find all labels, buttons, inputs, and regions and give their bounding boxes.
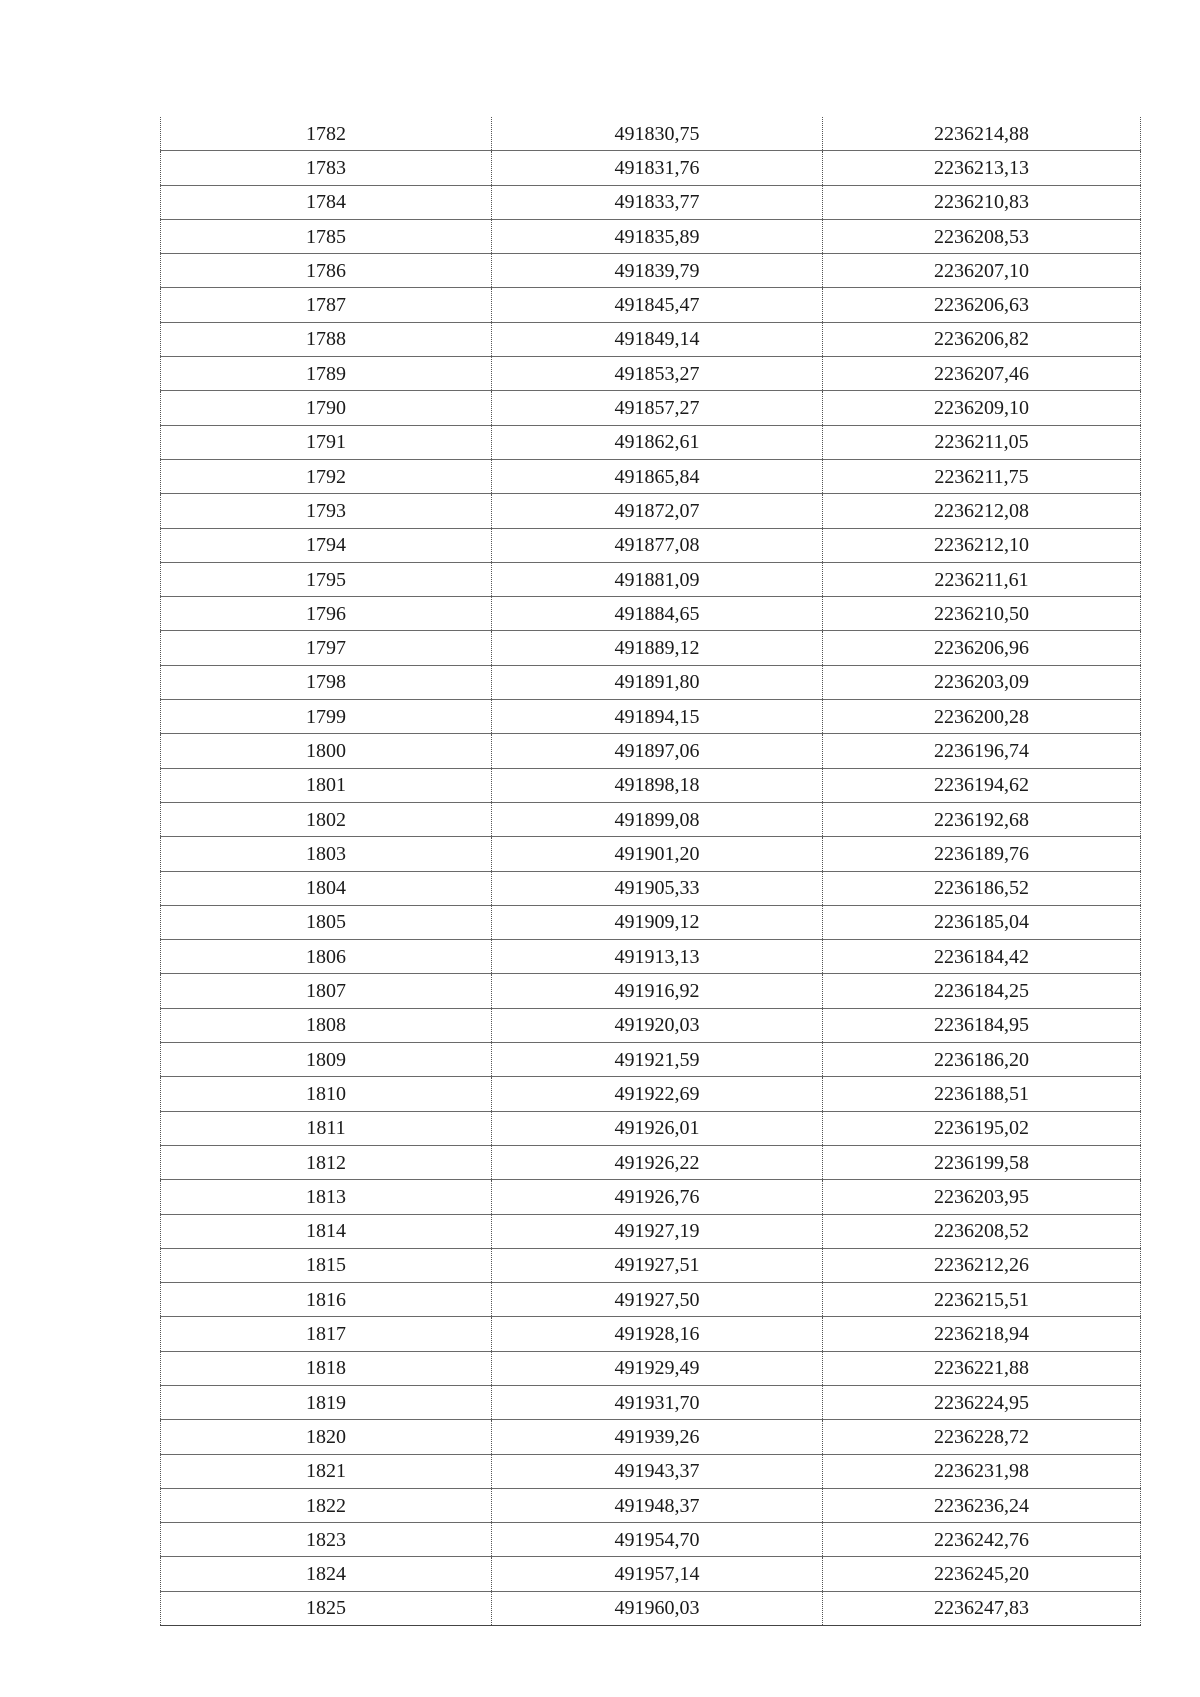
y-coordinate-cell: 2236247,83 [823, 1591, 1141, 1625]
table-row [161, 425, 1141, 459]
y-coordinate-cell: 2236184,25 [823, 974, 1141, 1008]
table-row [161, 1214, 1141, 1248]
point-number-cell: 1824 [161, 1557, 492, 1591]
x-coordinate-cell: 491891,80 [492, 665, 823, 699]
point-number-cell: 1791 [161, 425, 492, 459]
point-number-cell: 1789 [161, 357, 492, 391]
x-coordinate-cell: 491872,07 [492, 494, 823, 528]
point-number-cell: 1820 [161, 1420, 492, 1454]
point-number-cell: 1818 [161, 1351, 492, 1385]
coordinates-table-body [161, 117, 1141, 1626]
y-coordinate-cell: 2236200,28 [823, 700, 1141, 734]
x-coordinate-cell: 491899,08 [492, 802, 823, 836]
point-number-cell: 1817 [161, 1317, 492, 1351]
point-number-cell: 1806 [161, 940, 492, 974]
x-coordinate-cell: 491926,01 [492, 1111, 823, 1145]
y-coordinate-cell: 2236242,76 [823, 1523, 1141, 1557]
y-coordinate-cell: 2236208,52 [823, 1214, 1141, 1248]
point-number-cell: 1792 [161, 459, 492, 493]
x-coordinate-cell: 491894,15 [492, 700, 823, 734]
point-number-cell: 1819 [161, 1385, 492, 1419]
table-row [161, 1591, 1141, 1625]
point-number-cell: 1795 [161, 562, 492, 596]
table-row [161, 1420, 1141, 1454]
y-coordinate-cell: 2236212,26 [823, 1248, 1141, 1282]
y-coordinate-cell: 2236195,02 [823, 1111, 1141, 1145]
x-coordinate-cell: 491927,51 [492, 1248, 823, 1282]
y-coordinate-cell: 2236203,95 [823, 1180, 1141, 1214]
table-row [161, 391, 1141, 425]
table-row [161, 1008, 1141, 1042]
table-row [161, 562, 1141, 596]
x-coordinate-cell: 491901,20 [492, 837, 823, 871]
table-row [161, 1111, 1141, 1145]
point-number-cell: 1813 [161, 1180, 492, 1214]
point-number-cell: 1782 [161, 117, 492, 151]
x-coordinate-cell: 491877,08 [492, 528, 823, 562]
table-row [161, 1317, 1141, 1351]
table-row [161, 151, 1141, 185]
point-number-cell: 1809 [161, 1043, 492, 1077]
table-row [161, 1043, 1141, 1077]
x-coordinate-cell: 491960,03 [492, 1591, 823, 1625]
y-coordinate-cell: 2236206,82 [823, 322, 1141, 356]
y-coordinate-cell: 2236214,88 [823, 117, 1141, 151]
point-number-cell: 1785 [161, 219, 492, 253]
y-coordinate-cell: 2236185,04 [823, 905, 1141, 939]
y-coordinate-cell: 2236203,09 [823, 665, 1141, 699]
y-coordinate-cell: 2236207,10 [823, 254, 1141, 288]
table-row [161, 974, 1141, 1008]
y-coordinate-cell: 2236208,53 [823, 219, 1141, 253]
table-row [161, 940, 1141, 974]
x-coordinate-cell: 491927,50 [492, 1283, 823, 1317]
point-number-cell: 1799 [161, 700, 492, 734]
table-row [161, 1283, 1141, 1317]
coordinates-table [160, 117, 1141, 1626]
table-row [161, 1077, 1141, 1111]
x-coordinate-cell: 491849,14 [492, 322, 823, 356]
y-coordinate-cell: 2236184,42 [823, 940, 1141, 974]
y-coordinate-cell: 2236210,50 [823, 597, 1141, 631]
x-coordinate-cell: 491839,79 [492, 254, 823, 288]
table-row [161, 734, 1141, 768]
table-row [161, 1385, 1141, 1419]
x-coordinate-cell: 491939,26 [492, 1420, 823, 1454]
y-coordinate-cell: 2236245,20 [823, 1557, 1141, 1591]
table-row [161, 768, 1141, 802]
y-coordinate-cell: 2236231,98 [823, 1454, 1141, 1488]
y-coordinate-cell: 2236188,51 [823, 1077, 1141, 1111]
x-coordinate-cell: 491857,27 [492, 391, 823, 425]
point-number-cell: 1788 [161, 322, 492, 356]
y-coordinate-cell: 2236236,24 [823, 1488, 1141, 1522]
table-row [161, 837, 1141, 871]
y-coordinate-cell: 2236211,75 [823, 459, 1141, 493]
x-coordinate-cell: 491926,76 [492, 1180, 823, 1214]
point-number-cell: 1800 [161, 734, 492, 768]
x-coordinate-cell: 491853,27 [492, 357, 823, 391]
x-coordinate-cell: 491865,84 [492, 459, 823, 493]
x-coordinate-cell: 491831,76 [492, 151, 823, 185]
table-row [161, 219, 1141, 253]
x-coordinate-cell: 491909,12 [492, 905, 823, 939]
point-number-cell: 1821 [161, 1454, 492, 1488]
point-number-cell: 1822 [161, 1488, 492, 1522]
x-coordinate-cell: 491921,59 [492, 1043, 823, 1077]
table-row [161, 1557, 1141, 1591]
y-coordinate-cell: 2236186,52 [823, 871, 1141, 905]
table-row [161, 905, 1141, 939]
point-number-cell: 1804 [161, 871, 492, 905]
table-row [161, 288, 1141, 322]
x-coordinate-cell: 491957,14 [492, 1557, 823, 1591]
table-row [161, 459, 1141, 493]
x-coordinate-cell: 491927,19 [492, 1214, 823, 1248]
table-row [161, 322, 1141, 356]
table-row [161, 1523, 1141, 1557]
point-number-cell: 1825 [161, 1591, 492, 1625]
table-row [161, 528, 1141, 562]
table-row [161, 494, 1141, 528]
x-coordinate-cell: 491830,75 [492, 117, 823, 151]
y-coordinate-cell: 2236209,10 [823, 391, 1141, 425]
table-row [161, 597, 1141, 631]
x-coordinate-cell: 491954,70 [492, 1523, 823, 1557]
point-number-cell: 1797 [161, 631, 492, 665]
y-coordinate-cell: 2236218,94 [823, 1317, 1141, 1351]
y-coordinate-cell: 2236212,08 [823, 494, 1141, 528]
x-coordinate-cell: 491898,18 [492, 768, 823, 802]
table-row [161, 254, 1141, 288]
point-number-cell: 1810 [161, 1077, 492, 1111]
y-coordinate-cell: 2236228,72 [823, 1420, 1141, 1454]
x-coordinate-cell: 491916,92 [492, 974, 823, 1008]
table-row [161, 1454, 1141, 1488]
x-coordinate-cell: 491884,65 [492, 597, 823, 631]
point-number-cell: 1793 [161, 494, 492, 528]
y-coordinate-cell: 2236221,88 [823, 1351, 1141, 1385]
point-number-cell: 1808 [161, 1008, 492, 1042]
x-coordinate-cell: 491845,47 [492, 288, 823, 322]
x-coordinate-cell: 491926,22 [492, 1145, 823, 1179]
table-row [161, 357, 1141, 391]
point-number-cell: 1805 [161, 905, 492, 939]
y-coordinate-cell: 2236206,63 [823, 288, 1141, 322]
point-number-cell: 1815 [161, 1248, 492, 1282]
y-coordinate-cell: 2236212,10 [823, 528, 1141, 562]
y-coordinate-cell: 2236196,74 [823, 734, 1141, 768]
point-number-cell: 1801 [161, 768, 492, 802]
y-coordinate-cell: 2236213,13 [823, 151, 1141, 185]
x-coordinate-cell: 491881,09 [492, 562, 823, 596]
table-row [161, 185, 1141, 219]
table-row [161, 665, 1141, 699]
point-number-cell: 1814 [161, 1214, 492, 1248]
table-row [161, 1180, 1141, 1214]
point-number-cell: 1783 [161, 151, 492, 185]
y-coordinate-cell: 2236206,96 [823, 631, 1141, 665]
y-coordinate-cell: 2236184,95 [823, 1008, 1141, 1042]
y-coordinate-cell: 2236186,20 [823, 1043, 1141, 1077]
table-row [161, 802, 1141, 836]
x-coordinate-cell: 491920,03 [492, 1008, 823, 1042]
y-coordinate-cell: 2236224,95 [823, 1385, 1141, 1419]
x-coordinate-cell: 491897,06 [492, 734, 823, 768]
point-number-cell: 1796 [161, 597, 492, 631]
y-coordinate-cell: 2236194,62 [823, 768, 1141, 802]
y-coordinate-cell: 2236211,61 [823, 562, 1141, 596]
x-coordinate-cell: 491913,13 [492, 940, 823, 974]
y-coordinate-cell: 2236215,51 [823, 1283, 1141, 1317]
point-number-cell: 1784 [161, 185, 492, 219]
x-coordinate-cell: 491929,49 [492, 1351, 823, 1385]
x-coordinate-cell: 491833,77 [492, 185, 823, 219]
x-coordinate-cell: 491948,37 [492, 1488, 823, 1522]
point-number-cell: 1811 [161, 1111, 492, 1145]
point-number-cell: 1790 [161, 391, 492, 425]
table-row [161, 1145, 1141, 1179]
x-coordinate-cell: 491835,89 [492, 219, 823, 253]
table-row [161, 117, 1141, 151]
table-row [161, 1488, 1141, 1522]
y-coordinate-cell: 2236189,76 [823, 837, 1141, 871]
table-row [161, 700, 1141, 734]
point-number-cell: 1794 [161, 528, 492, 562]
point-number-cell: 1816 [161, 1283, 492, 1317]
point-number-cell: 1787 [161, 288, 492, 322]
table-row [161, 871, 1141, 905]
x-coordinate-cell: 491862,61 [492, 425, 823, 459]
x-coordinate-cell: 491943,37 [492, 1454, 823, 1488]
x-coordinate-cell: 491928,16 [492, 1317, 823, 1351]
y-coordinate-cell: 2236210,83 [823, 185, 1141, 219]
y-coordinate-cell: 2236192,68 [823, 802, 1141, 836]
point-number-cell: 1786 [161, 254, 492, 288]
point-number-cell: 1798 [161, 665, 492, 699]
y-coordinate-cell: 2236199,58 [823, 1145, 1141, 1179]
point-number-cell: 1807 [161, 974, 492, 1008]
point-number-cell: 1812 [161, 1145, 492, 1179]
x-coordinate-cell: 491931,70 [492, 1385, 823, 1419]
table-row [161, 1248, 1141, 1282]
x-coordinate-cell: 491889,12 [492, 631, 823, 665]
y-coordinate-cell: 2236211,05 [823, 425, 1141, 459]
table-row [161, 1351, 1141, 1385]
point-number-cell: 1823 [161, 1523, 492, 1557]
table-row [161, 631, 1141, 665]
x-coordinate-cell: 491905,33 [492, 871, 823, 905]
x-coordinate-cell: 491922,69 [492, 1077, 823, 1111]
point-number-cell: 1803 [161, 837, 492, 871]
y-coordinate-cell: 2236207,46 [823, 357, 1141, 391]
point-number-cell: 1802 [161, 802, 492, 836]
